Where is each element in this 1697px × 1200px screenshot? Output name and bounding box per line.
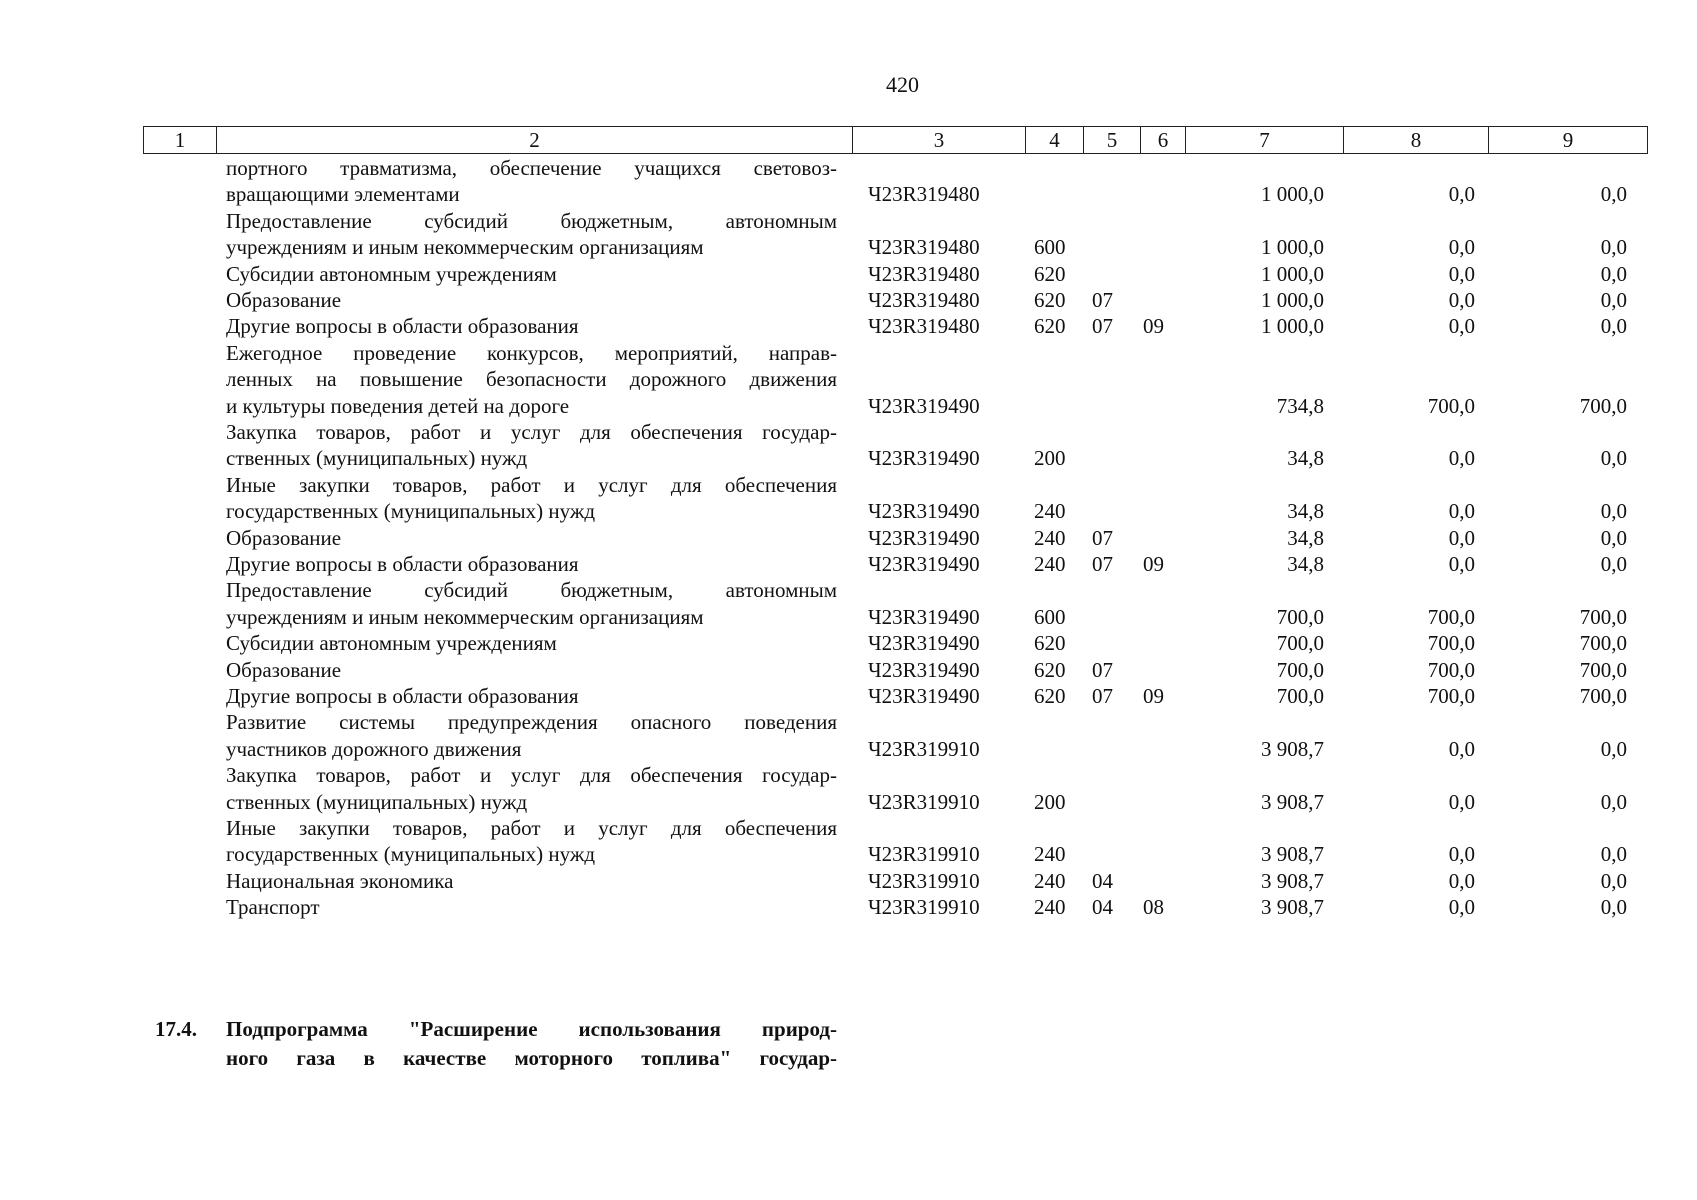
table-row (0, 261, 1697, 287)
header-col-9: 9 (1489, 127, 1648, 154)
row-name-line: ственных (муниципальных) нужд (226, 446, 528, 471)
row-name-line: Предоставление субсидий бюджетным, автономным (226, 208, 837, 233)
row-col-7: 700,0 (1276, 683, 1324, 708)
row-col-9: 0,0 (1600, 287, 1627, 312)
table-row (0, 577, 1697, 630)
row-col-4: 240 (1034, 525, 1066, 550)
subprogram-title (226, 1015, 837, 1073)
table-row (0, 208, 1697, 261)
row-name-line: Закупка товаров, работ и услуг для обеспечения государ- (226, 420, 837, 444)
row-col-8: 0,0 (1448, 261, 1475, 286)
row-col-7: 34,8 (1287, 499, 1324, 524)
table-row (0, 868, 1697, 894)
row-name (226, 657, 837, 683)
row-name-line: Транспорт (226, 895, 320, 920)
row-col-9: 700,0 (1579, 604, 1627, 629)
row-col-9: 0,0 (1600, 895, 1627, 920)
table-row (0, 287, 1697, 313)
row-name-line: Субсидии автономным учреждениям (226, 261, 557, 286)
row-name (226, 683, 837, 709)
row-col-9: 0,0 (1600, 446, 1627, 471)
row-name-line: вращающими элементами (226, 182, 460, 207)
row-name-line: Другие вопросы в области образования (226, 684, 579, 708)
row-col-8: 0,0 (1448, 287, 1475, 312)
row-col-4: 620 (1034, 657, 1066, 682)
row-col-5: 07 (1092, 657, 1113, 682)
row-name-line: Образование (226, 657, 342, 682)
row-name (226, 577, 837, 630)
header-col-6: 6 (1141, 127, 1186, 154)
row-name-line: учреждениям и иным некоммерческим организациям (226, 604, 704, 629)
row-name-line: Предоставление субсидий бюджетным, автономным (226, 578, 837, 603)
row-col-3: Ч23R319490 (868, 631, 980, 656)
row-col-5: 04 (1092, 868, 1113, 893)
subprogram-title-line: Подпрограмма "Расширение использования природ- (226, 1017, 837, 1041)
row-col-9: 0,0 (1600, 182, 1627, 207)
row-name-line: Субсидии автономным учреждениям (226, 631, 557, 656)
row-name-line: государственных (муниципальных) нужд (226, 499, 596, 524)
row-col-5: 07 (1092, 683, 1113, 708)
row-col-4: 620 (1034, 683, 1066, 708)
table-row (0, 762, 1697, 815)
row-col-7: 734,8 (1276, 393, 1324, 418)
row-col-5: 07 (1092, 525, 1113, 550)
row-col-7: 3 908,7 (1261, 842, 1324, 867)
row-name (226, 313, 837, 339)
row-col-7: 700,0 (1276, 657, 1324, 682)
row-name-line: Другие вопросы в области образования (226, 314, 579, 339)
row-col-4: 620 (1034, 261, 1066, 286)
row-col-7: 1 000,0 (1261, 314, 1324, 339)
row-col-8: 0,0 (1448, 736, 1475, 761)
row-col-9: 0,0 (1600, 235, 1627, 260)
page-number: 420 (886, 72, 919, 97)
row-col-8: 0,0 (1448, 499, 1475, 524)
table-row (0, 551, 1697, 577)
table-row (0, 630, 1697, 656)
row-col-3: Ч23R319910 (868, 842, 980, 867)
row-col-4: 600 (1034, 235, 1066, 260)
table-row (0, 340, 1697, 419)
row-name-line: Национальная экономика (226, 868, 454, 893)
row-name (226, 709, 837, 762)
row-col-4: 600 (1034, 604, 1066, 629)
header-col-2: 2 (217, 127, 853, 154)
row-name-line: участников дорожного движения (226, 736, 522, 761)
row-name (226, 894, 837, 920)
row-name-line: портного травматизма, обеспечение учащихся световоз- (226, 156, 837, 180)
row-col-3: Ч23R319490 (868, 393, 980, 418)
row-col-3: Ч23R319910 (868, 789, 980, 814)
row-col-4: 240 (1034, 551, 1066, 576)
row-col-7: 34,8 (1287, 551, 1324, 576)
row-col-9: 0,0 (1600, 261, 1627, 286)
row-col-4: 620 (1034, 631, 1066, 656)
subprogram-number: 17.4. (155, 1017, 197, 1041)
row-col-9: 0,0 (1600, 314, 1627, 339)
row-col-4: 200 (1034, 446, 1066, 471)
row-col-3: Ч23R319480 (868, 182, 980, 207)
row-name-line: Иные закупки товаров, работ и услуг для обеспечения (226, 816, 837, 840)
row-col-3: Ч23R319490 (868, 551, 980, 576)
row-name (226, 472, 837, 525)
row-col-6: 09 (1143, 683, 1164, 708)
row-col-9: 700,0 (1579, 657, 1627, 682)
row-col-7: 700,0 (1276, 631, 1324, 656)
row-name (226, 419, 837, 472)
row-col-8: 0,0 (1448, 842, 1475, 867)
row-col-3: Ч23R319480 (868, 314, 980, 339)
table-row (0, 313, 1697, 339)
row-col-9: 0,0 (1600, 789, 1627, 814)
row-col-7: 34,8 (1287, 446, 1324, 471)
row-col-7: 1 000,0 (1261, 287, 1324, 312)
row-col-5: 07 (1092, 314, 1113, 339)
header-col-8: 8 (1344, 127, 1489, 154)
row-col-7: 34,8 (1287, 525, 1324, 550)
row-name (226, 868, 837, 894)
subprogram-title-line: ного газа в качестве моторного топлива" государ- (226, 1046, 837, 1070)
row-col-3: Ч23R319490 (868, 657, 980, 682)
table-row (0, 894, 1697, 920)
row-col-9: 0,0 (1600, 842, 1627, 867)
row-col-9: 0,0 (1600, 868, 1627, 893)
row-col-9: 700,0 (1579, 393, 1627, 418)
row-col-5: 07 (1092, 287, 1113, 312)
row-col-3: Ч23R319490 (868, 525, 980, 550)
row-col-9: 700,0 (1579, 631, 1627, 656)
row-col-6: 09 (1143, 314, 1164, 339)
row-col-3: Ч23R319490 (868, 499, 980, 524)
row-col-3: Ч23R319480 (868, 235, 980, 260)
row-col-8: 700,0 (1427, 631, 1475, 656)
table-row (0, 683, 1697, 709)
row-col-7: 1 000,0 (1261, 235, 1324, 260)
row-name (226, 762, 837, 815)
row-col-4: 620 (1034, 287, 1066, 312)
row-name (226, 208, 837, 261)
row-col-3: Ч23R319490 (868, 683, 980, 708)
row-col-9: 0,0 (1600, 736, 1627, 761)
row-name-line: ственных (муниципальных) нужд (226, 789, 528, 814)
header-col-7: 7 (1186, 127, 1344, 154)
table-row (0, 472, 1697, 525)
header-col-1: 1 (144, 127, 217, 154)
row-name (226, 815, 837, 868)
row-col-9: 0,0 (1600, 525, 1627, 550)
row-col-7: 3 908,7 (1261, 736, 1324, 761)
row-col-3: Ч23R319490 (868, 446, 980, 471)
row-col-4: 620 (1034, 314, 1066, 339)
row-col-4: 200 (1034, 789, 1066, 814)
header-col-5: 5 (1084, 127, 1141, 154)
row-name-line: ленных на повышение безопасности дорожного движения (226, 367, 837, 392)
row-col-8: 0,0 (1448, 446, 1475, 471)
row-name-line: государственных (муниципальных) нужд (226, 842, 596, 867)
header-col-3: 3 (853, 127, 1026, 154)
row-col-8: 0,0 (1448, 235, 1475, 260)
row-name (226, 287, 837, 313)
row-col-4: 240 (1034, 842, 1066, 867)
row-name (226, 551, 837, 577)
row-col-3: Ч23R319480 (868, 261, 980, 286)
row-col-6: 09 (1143, 551, 1164, 576)
row-name-line: и культуры поведения детей на дороге (226, 393, 570, 418)
row-col-6: 08 (1143, 895, 1164, 920)
row-col-5: 04 (1092, 895, 1113, 920)
row-name (226, 630, 837, 656)
row-col-4: 240 (1034, 868, 1066, 893)
row-name-line: учреждениям и иным некоммерческим организациям (226, 235, 704, 260)
table-row (0, 419, 1697, 472)
row-col-8: 700,0 (1427, 393, 1475, 418)
row-col-7: 1 000,0 (1261, 182, 1324, 207)
row-col-8: 700,0 (1427, 657, 1475, 682)
row-name-line: Ежегодное проведение конкурсов, мероприятий, направ- (226, 340, 837, 365)
row-col-3: Ч23R319480 (868, 287, 980, 312)
row-col-7: 3 908,7 (1261, 895, 1324, 920)
row-col-8: 0,0 (1448, 525, 1475, 550)
table-row (0, 657, 1697, 683)
row-name-line: Развитие системы предупреждения опасного поведения (226, 710, 837, 735)
row-name (226, 155, 837, 208)
row-col-3: Ч23R319910 (868, 736, 980, 761)
row-col-8: 0,0 (1448, 789, 1475, 814)
row-col-4: 240 (1034, 895, 1066, 920)
row-col-8: 0,0 (1448, 551, 1475, 576)
table-row (0, 815, 1697, 868)
row-col-3: Ч23R319490 (868, 604, 980, 629)
row-col-8: 0,0 (1448, 868, 1475, 893)
row-col-9: 0,0 (1600, 551, 1627, 576)
row-col-7: 700,0 (1276, 604, 1324, 629)
row-name (226, 261, 837, 287)
table-row (0, 709, 1697, 762)
row-col-7: 3 908,7 (1261, 789, 1324, 814)
row-col-7: 1 000,0 (1261, 261, 1324, 286)
table-row (0, 525, 1697, 551)
row-col-3: Ч23R319910 (868, 895, 980, 920)
table-row (0, 155, 1697, 208)
row-col-8: 700,0 (1427, 683, 1475, 708)
row-col-8: 0,0 (1448, 314, 1475, 339)
row-col-3: Ч23R319910 (868, 868, 980, 893)
row-col-8: 700,0 (1427, 604, 1475, 629)
row-col-9: 0,0 (1600, 499, 1627, 524)
row-name-line: Иные закупки товаров, работ и услуг для обеспечения (226, 472, 837, 497)
row-name-line: Образование (226, 525, 342, 550)
row-col-7: 3 908,7 (1261, 868, 1324, 893)
row-name-line: Закупка товаров, работ и услуг для обеспечения государ- (226, 763, 837, 788)
row-col-5: 07 (1092, 551, 1113, 576)
row-col-8: 0,0 (1448, 895, 1475, 920)
row-name-line: Образование (226, 288, 342, 312)
row-col-8: 0,0 (1448, 182, 1475, 207)
header-col-4: 4 (1026, 127, 1084, 154)
row-name (226, 525, 837, 551)
row-col-4: 240 (1034, 499, 1066, 524)
row-name (226, 340, 837, 419)
row-name-line: Другие вопросы в области образования (226, 552, 579, 576)
row-col-9: 700,0 (1579, 683, 1627, 708)
